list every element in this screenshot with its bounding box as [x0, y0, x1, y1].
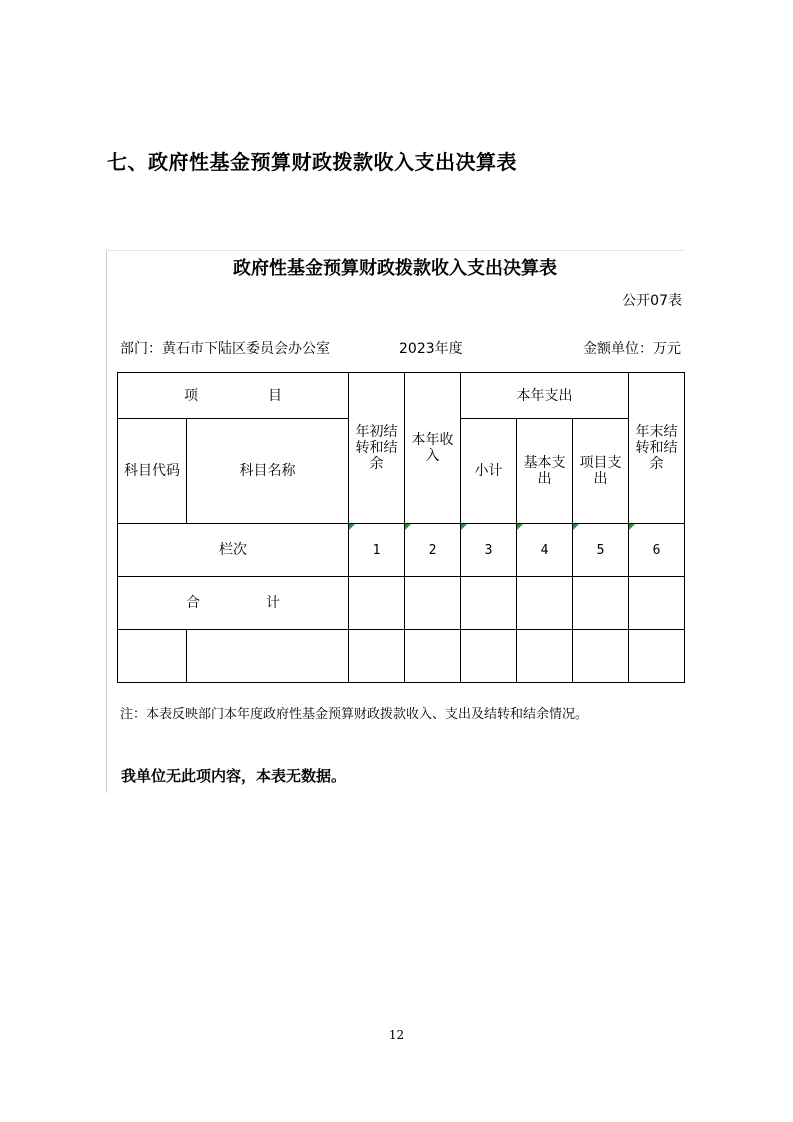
- table-cell: [629, 577, 685, 630]
- header-col6-text: 年末结转和结余: [635, 424, 678, 472]
- note-marker-icon: [573, 524, 579, 530]
- header-item-b: 目: [268, 387, 282, 404]
- table-cell: [573, 630, 629, 683]
- row-index-value: 3: [484, 542, 493, 558]
- total-label: [118, 577, 349, 630]
- table-row: [118, 524, 685, 577]
- note-marker-icon: [349, 524, 355, 530]
- table-cell: [349, 577, 405, 630]
- total-label-a: 合: [186, 595, 200, 611]
- note-marker-icon: [405, 524, 411, 530]
- table-cell: [517, 630, 573, 683]
- row-index-cell: [349, 524, 405, 577]
- header-col5: [573, 419, 629, 524]
- header-name: 科目名称: [187, 419, 349, 524]
- header-col2-text: 本年收入: [411, 432, 454, 464]
- table-note: 注：本表反映部门本年度政府性基金预算财政拨款收入、支出及结转和结余情况。: [120, 707, 589, 722]
- row-index-cell: [573, 524, 629, 577]
- fiscal-year: 2023年度: [399, 341, 463, 357]
- table-cell: [187, 630, 349, 683]
- total-label-b: 计: [266, 595, 280, 611]
- header-col5-text: 项目支出: [579, 455, 622, 487]
- section-heading: 七、政府性基金预算财政拨款收入支出决算表: [107, 150, 517, 174]
- table-cell: [118, 630, 187, 683]
- header-col4: [517, 419, 573, 524]
- department-label: 部门：黄石市下陆区委员会办公室: [120, 341, 330, 357]
- row-index-value: 1: [372, 542, 381, 558]
- header-col1-text: 年初结转和结余: [355, 424, 398, 472]
- table-cell: [573, 577, 629, 630]
- header-col4-text: 基本支出: [523, 455, 566, 487]
- row-index-cell: [461, 524, 517, 577]
- row-index-value: 4: [540, 542, 549, 558]
- table-cell: [349, 630, 405, 683]
- table-cell: [405, 630, 461, 683]
- header-item: [118, 373, 349, 419]
- header-code: 科目代码: [118, 419, 187, 524]
- note-marker-icon: [629, 524, 635, 530]
- header-col1: [349, 373, 405, 524]
- page-number: 12: [388, 1028, 405, 1042]
- table-cell: [629, 630, 685, 683]
- table-cell: [461, 577, 517, 630]
- note-marker-icon: [517, 524, 523, 530]
- row-index-label: 栏次: [118, 524, 349, 577]
- table-row: [118, 630, 685, 683]
- row-index-value: 2: [428, 542, 437, 558]
- amount-unit: 金额单位：万元: [583, 341, 681, 357]
- row-index-cell: [517, 524, 573, 577]
- row-index-cell: [629, 524, 685, 577]
- no-data-statement: 我单位无此项内容，本表无数据。: [121, 767, 347, 785]
- table-cell: [405, 577, 461, 630]
- header-item-a: 项: [184, 387, 198, 404]
- row-index-value: 6: [652, 542, 661, 558]
- table-row: [118, 577, 685, 630]
- row-index-value: 5: [596, 542, 605, 558]
- table-cell: [461, 630, 517, 683]
- budget-table: [117, 372, 685, 683]
- header-col2: [405, 373, 461, 524]
- table-title: 政府性基金预算财政拨款收入支出决算表: [233, 258, 557, 279]
- header-col3: 小计: [461, 419, 517, 524]
- header-expenditure: 本年支出: [461, 373, 629, 419]
- form-number: 公开07表: [622, 293, 682, 309]
- header-col6: [629, 373, 685, 524]
- table-cell: [517, 577, 573, 630]
- note-marker-icon: [461, 524, 467, 530]
- row-index-cell: [405, 524, 461, 577]
